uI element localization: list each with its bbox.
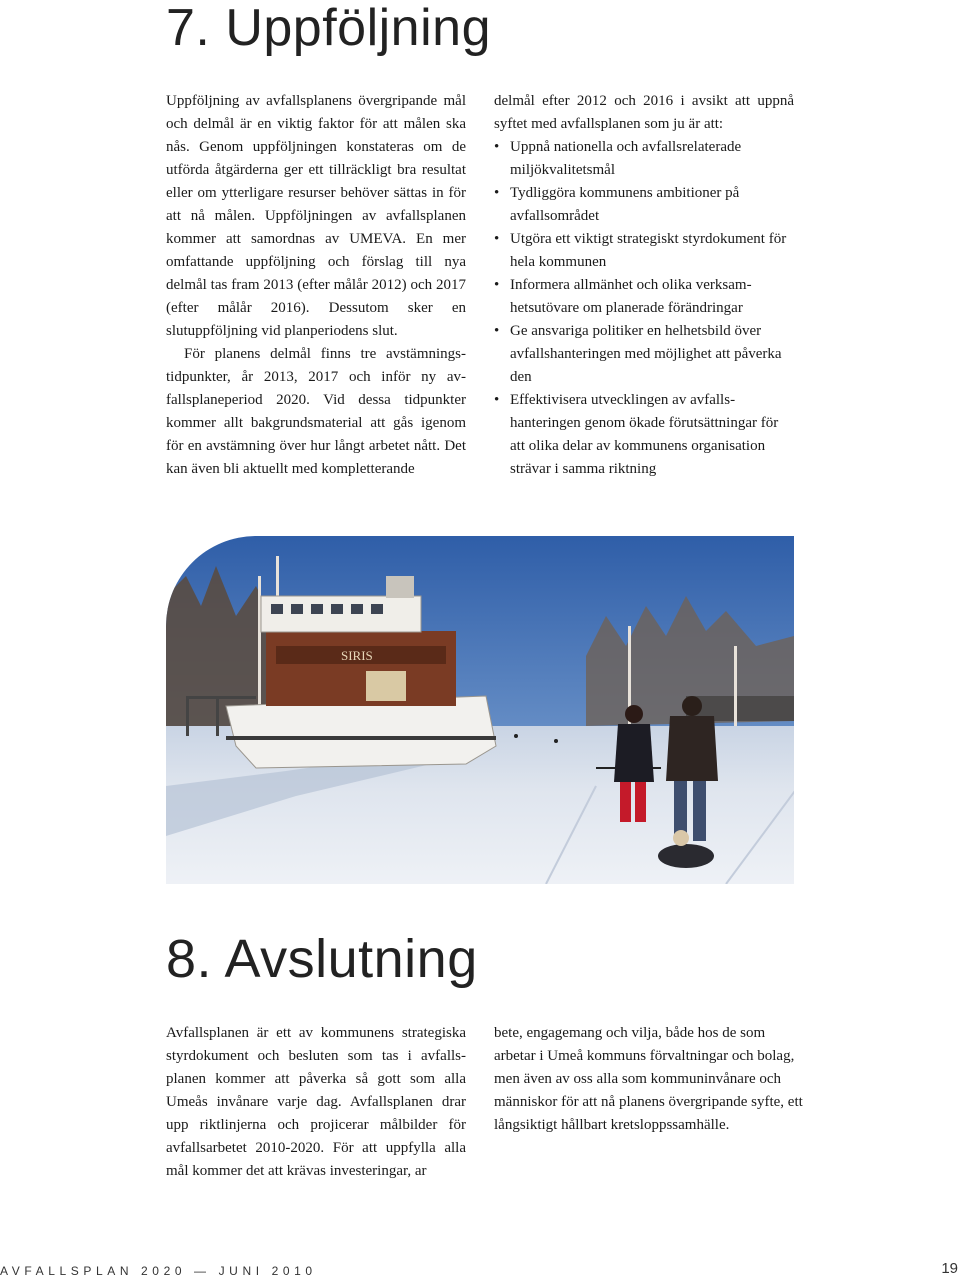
paragraph: delmål efter 2012 och 2016 i avsikt att uppnå syftet med avfallsplanen som ju är att: [494, 93, 794, 132]
paragraph: Avfallsplanen är ett av kommunens strategiska styrdokument och besluten som tas i avfallsplanen kommer att påverka så gott som alla Umeås invånare varje dag. Avfallsplanen drar upp riktlinjerna och projicerar målbilder för avfallsarbetet 2010-2020. För att uppfylla alla mål kommer det att krävas investeringar, ar [166, 1025, 466, 1179]
list-item: • Informera allmänhet och olika verksamhetsutövare om planerade förändringar [494, 274, 794, 320]
paragraph: För planens delmål finns tre avstämningstidpunkter, år 2013, 2017 och inför ny avfallsplaneperiod 2020. Vid dessa tidpunkter kommer allt bakgrundsmaterial att gås igenom för en avstämning över hur långt arbetet nått. Det kan även bli aktuellt med kompletterande [166, 346, 466, 477]
paragraph: bete, engagemang och vilja, både hos de som arbetar i Umeå kommuns förvaltningar och bolag, men även av oss alla som kommuninvånare och människor för att nå planens övergripande syfte, ett långsiktigt hållbart kretsloppssamhälle. [494, 1025, 803, 1133]
section-8-left-column [166, 1022, 466, 1183]
list-item: • Uppnå nationella och avfallsrelaterade miljökvalitetsmål [494, 136, 794, 182]
section-8-heading: 8. Avslutning [166, 929, 478, 989]
list-item: • Ge ansvariga politiker en helhetsbild över avfallshanteringen med möjlighet att påverka den [494, 320, 794, 389]
section-7-left-column [166, 90, 466, 481]
ship-name: SIRIS [341, 648, 373, 663]
list-item: • Tydliggöra kommunens ambitioner på avfallsområdet [494, 182, 794, 228]
section-7-right-column [494, 90, 794, 481]
page-number: 19 [941, 1260, 958, 1277]
paragraph: Uppföljning av avfallsplanens övergripande mål och delmål är en viktig faktor för att målen ska nås. Genom uppföljningen konstateras om de utförda åtgärderna ger ett tillräckligt bra resultat eller om ytterligare resurser behöver sättas in för att nå målen. Uppföljningen av avfallsplanen kommer att samordnas av UMEVA. En mer omfattande uppföljning och förslag till nya delmål tas fram 2013 (efter målår 2012) och 2017 (efter målår 2016). Dessutom sker en slutuppföljning vid planperiodens slut. [166, 93, 466, 339]
winter-river-photo [166, 536, 794, 884]
list-item: • Effektivisera utvecklingen av avfallshanteringen genom ökade förutsättningar för att olika delar av kommunens organisation strävar i samma riktning [494, 389, 794, 481]
footer-label: AVFALLSPLAN 2020 — JUNI 2010 [0, 1264, 317, 1278]
section-7-heading: 7. Uppföljning [166, 0, 491, 57]
section-8-right-column [494, 1022, 804, 1137]
list-item: • Utgöra ett viktigt strategiskt styrdokument för hela kommunen [494, 228, 794, 274]
goal-list [494, 136, 794, 481]
